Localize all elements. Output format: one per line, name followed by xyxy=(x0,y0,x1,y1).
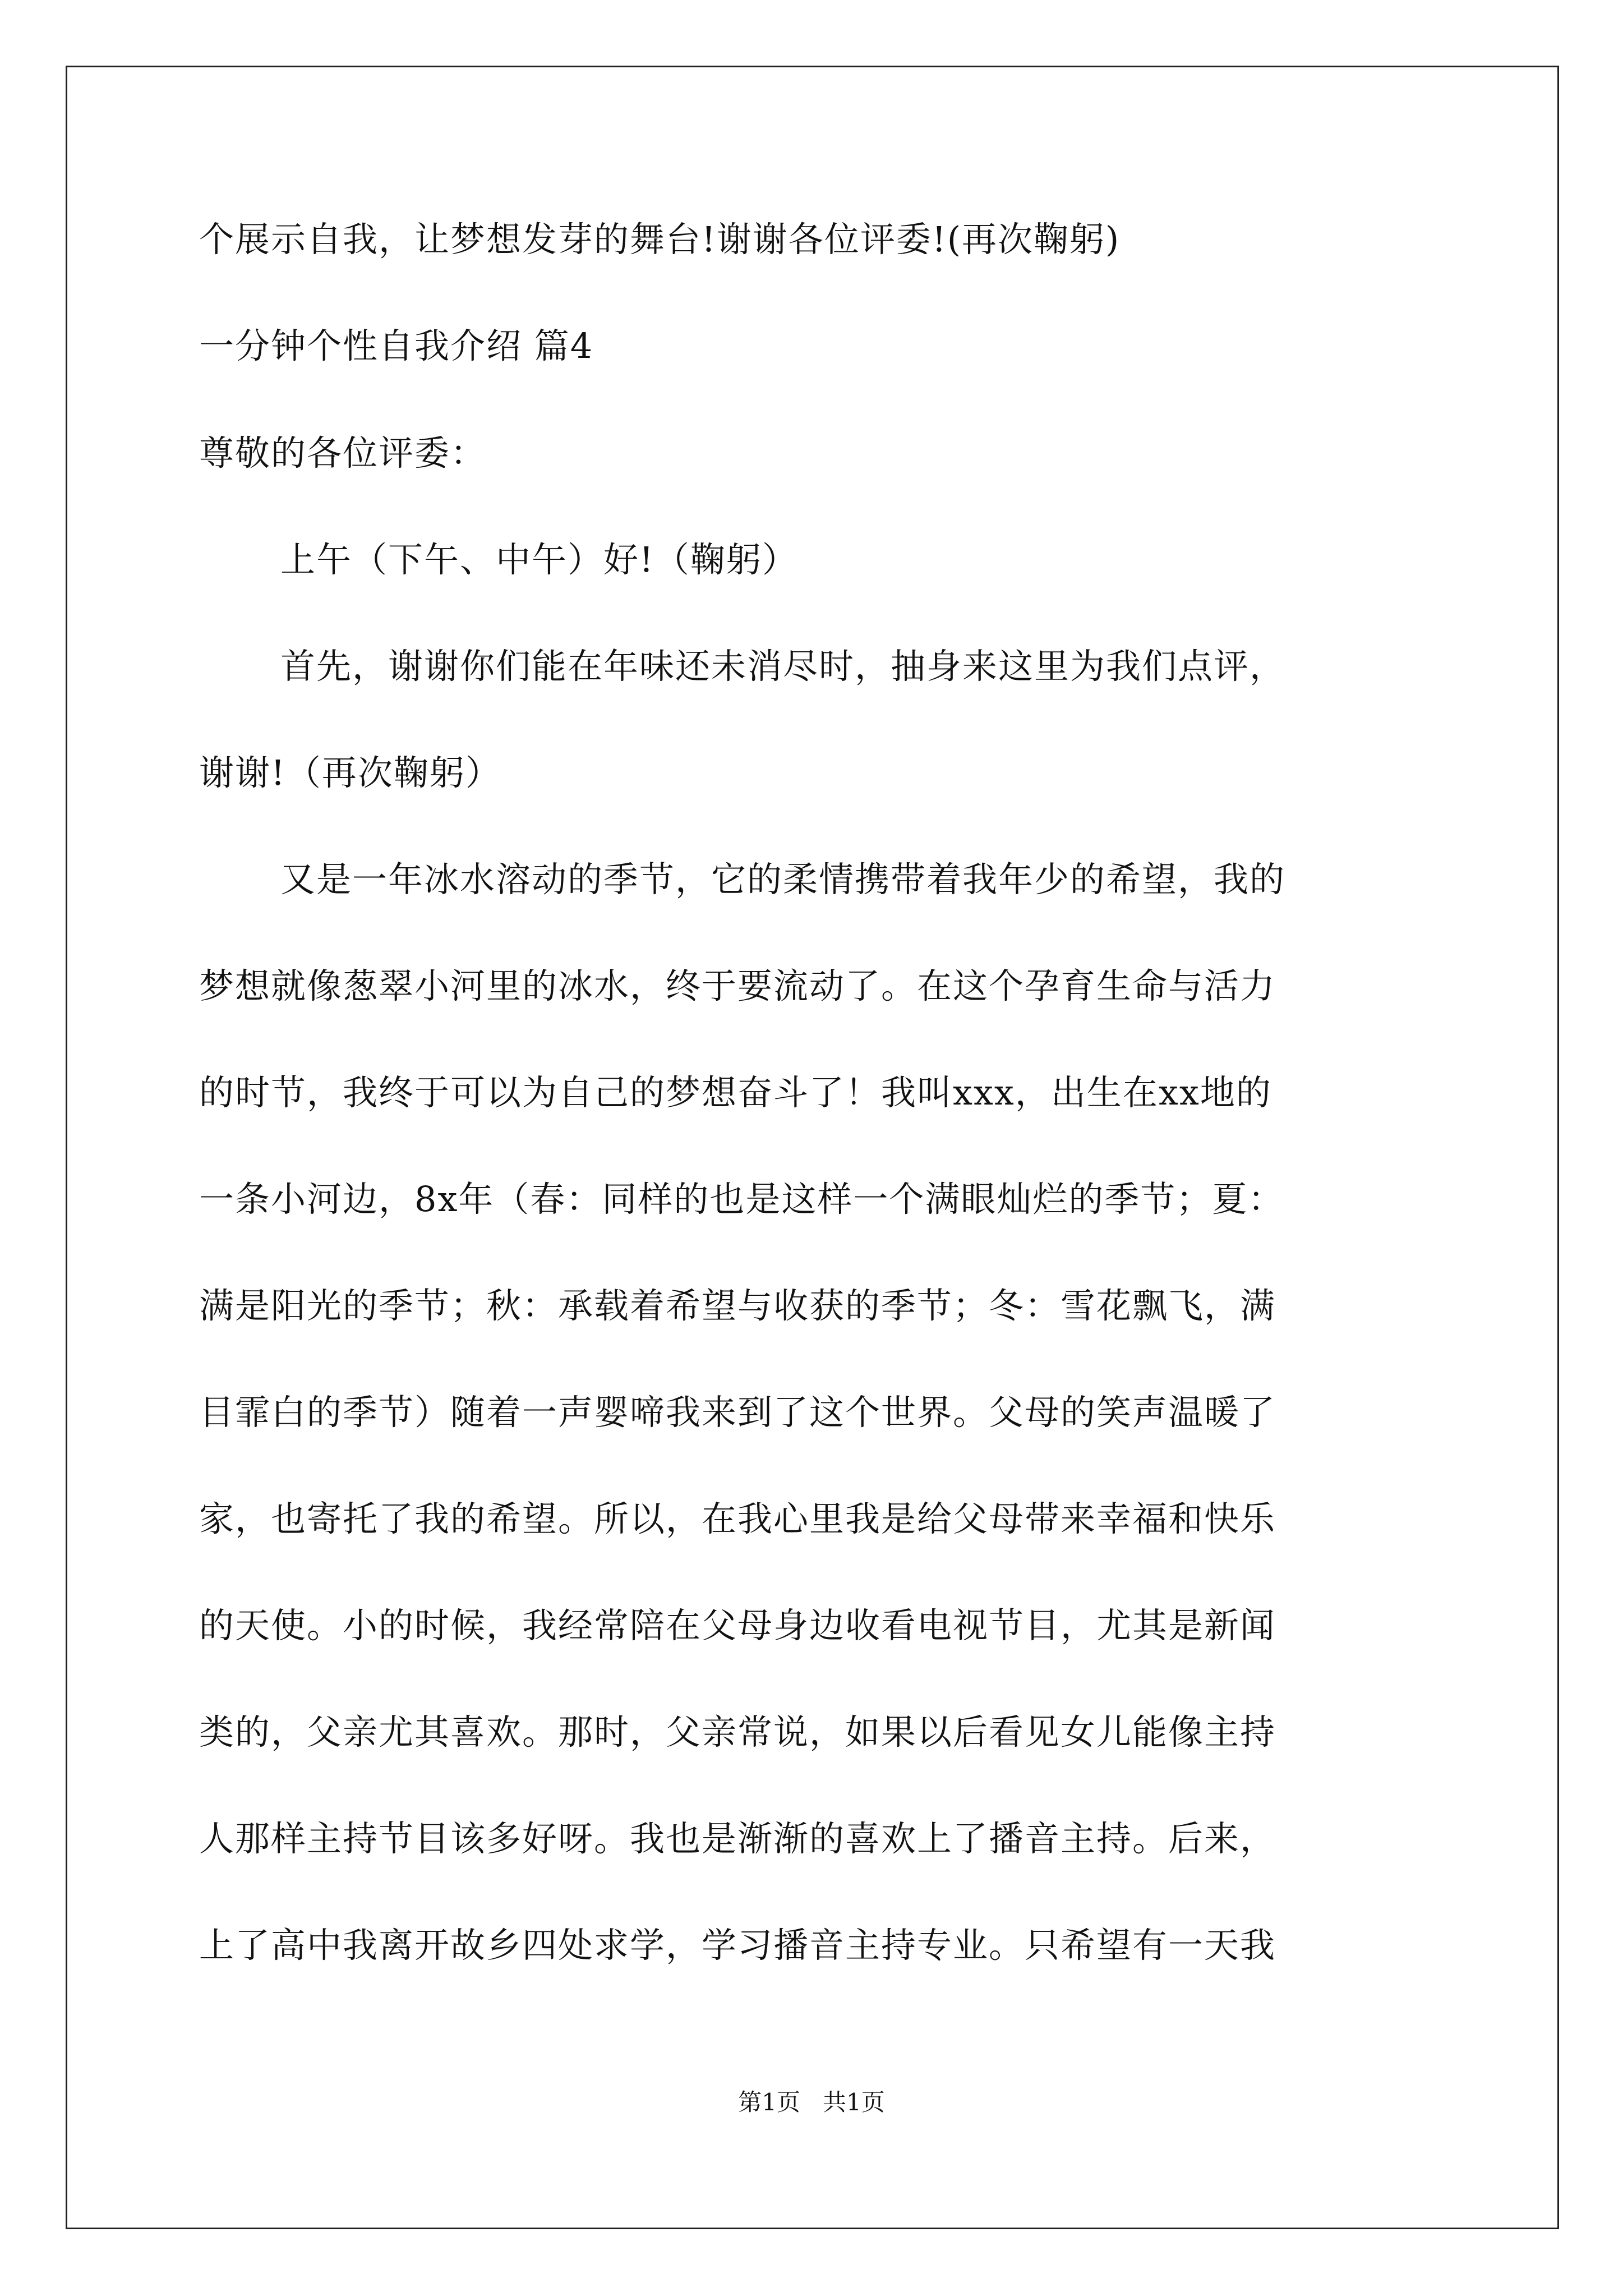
text-line-11: 满是阳光的季节；秋：承载着希望与收获的季节；冬：雪花飘飞，满 xyxy=(199,1285,1276,1326)
text-line-1: 个展示自我，让梦想发芽的舞台!谢谢各位评委!(再次鞠躬) xyxy=(199,219,1121,260)
text-line-9: 的时节，我终于可以为自己的梦想奋斗了！我叫xxx，出生在xx地的 xyxy=(199,1072,1272,1113)
text-line-10: 一条小河边，8x年（春：同样的也是这样一个满眼灿烂的季节；夏： xyxy=(199,1179,1284,1220)
section-heading: 一分钟个性自我介绍 篇4 xyxy=(199,325,594,366)
text-line-8: 梦想就像葱翠小河里的冰水，终于要流动了。在这个孕育生命与活力 xyxy=(199,965,1276,1006)
page-footer: 第1页 共1页 xyxy=(738,2088,885,2116)
text-line-16: 人那样主持节目该多好呀。我也是渐渐的喜欢上了播音主持。后来， xyxy=(199,1818,1276,1859)
page-border xyxy=(66,66,1559,2229)
text-line-12: 目霏白的季节）随着一声婴啼我来到了这个世界。父母的笑声温暖了 xyxy=(199,1392,1276,1433)
text-line-13: 家，也寄托了我的希望。所以，在我心里我是给父母带来幸福和快乐 xyxy=(199,1498,1276,1539)
text-line-6: 谢谢!（再次鞠躬） xyxy=(199,752,501,793)
text-line-7: 又是一年冰水溶动的季节，它的柔情携带着我年少的希望，我的 xyxy=(280,859,1286,900)
text-line-14: 的天使。小的时候，我经常陪在父母身边收看电视节目，尤其是新闻 xyxy=(199,1605,1276,1646)
salutation: 尊敬的各位评委： xyxy=(199,432,487,473)
text-line-15: 类的，父亲尤其喜欢。那时，父亲常说，如果以后看见女儿能像主持 xyxy=(199,1711,1276,1752)
text-line-5: 首先，谢谢你们能在年味还未消尽时，抽身来这里为我们点评， xyxy=(280,646,1286,687)
text-line-17: 上了高中我离开故乡四处求学，学习播音主持专业。只希望有一天我 xyxy=(199,1925,1276,1966)
text-line-greeting: 上午（下午、中午）好!（鞠躬） xyxy=(280,539,798,580)
